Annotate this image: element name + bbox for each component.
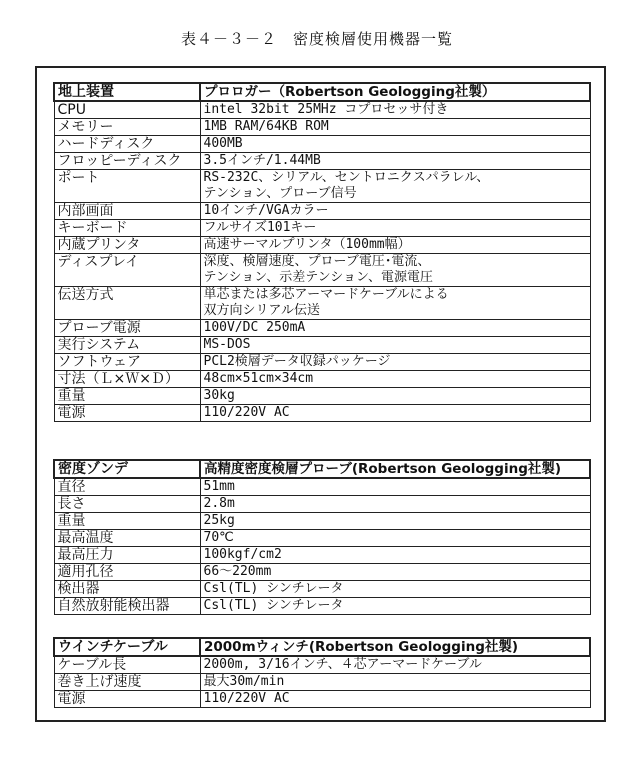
table-row — [54, 254, 590, 287]
item-value-cell: 48cm×51cm×34cm — [200, 371, 590, 388]
density-sonde-table — [53, 459, 591, 615]
item-value-cell: MS-DOS — [200, 337, 590, 354]
item-value-cell: 3.5インチ/1.44MB — [200, 153, 590, 170]
item-label-cell: 密度ゾンデ — [54, 460, 200, 478]
item-label-cell: ケーブル長 — [54, 656, 200, 674]
table-row — [54, 547, 590, 564]
item-value-cell: 2.8m — [200, 496, 590, 513]
item-label-cell: CPU — [54, 101, 200, 119]
table-row — [54, 598, 590, 615]
item-value-cell: 25kg — [200, 513, 590, 530]
item-value-cell: 最大30m/min — [200, 674, 590, 691]
item-value-cell: 110/220V AC — [200, 405, 590, 422]
item-value-cell: RS-232C、シリアル、セントロニクスパラレル、 テンション、プローブ信号 — [200, 170, 590, 203]
item-value-cell: 10インチ/VGAカラー — [200, 203, 590, 220]
item-label-cell: ウインチケーブル — [54, 638, 200, 656]
item-label-cell: プローブ電源 — [54, 320, 200, 337]
item-value-cell: 2000mウィンチ(Robertson Geologging社製) — [200, 638, 590, 656]
item-label-cell: 内蔵プリンタ — [54, 237, 200, 254]
item-label-cell: 重量 — [54, 388, 200, 405]
item-label-cell: 電源 — [54, 691, 200, 708]
item-value-cell: 66～220mm — [200, 564, 590, 581]
item-value-cell: 2000m, 3/16インチ、４芯アーマードケーブル — [200, 656, 590, 674]
table-row — [54, 354, 590, 371]
table-row — [54, 153, 590, 170]
item-label-cell: 重量 — [54, 513, 200, 530]
section-header-row — [54, 460, 590, 478]
section-header-row — [54, 83, 590, 101]
item-label-cell: 直径 — [54, 478, 200, 496]
item-label-cell: 適用孔径 — [54, 564, 200, 581]
table-row — [54, 371, 590, 388]
item-label-cell: 寸法（Ｌ×Ｗ×Ｄ） — [54, 371, 200, 388]
item-label-cell: 最高圧力 — [54, 547, 200, 564]
table-row — [54, 287, 590, 320]
item-label-cell: 最高温度 — [54, 530, 200, 547]
item-value-cell: 51mm — [200, 478, 590, 496]
table-row — [54, 237, 590, 254]
page-title: 表４－３－２ 密度検層使用機器一覧 — [180, 30, 453, 48]
item-value-cell: 110/220V AC — [200, 691, 590, 708]
table-row — [54, 388, 590, 405]
item-label-cell: 伝送方式 — [54, 287, 200, 320]
item-value-cell: 70℃ — [200, 530, 590, 547]
item-value-cell: 100V/DC 250mA — [200, 320, 590, 337]
section-header-row — [54, 638, 590, 656]
item-label-cell: 巻き上げ速度 — [54, 674, 200, 691]
table-row — [54, 101, 590, 119]
table-row — [54, 674, 590, 691]
item-value-cell: PCL2検層データ収録パッケージ — [200, 354, 590, 371]
item-label-cell: 電源 — [54, 405, 200, 422]
item-label-cell: ディスプレイ — [54, 254, 200, 287]
table-row — [54, 691, 590, 708]
item-value-cell: 400MB — [200, 136, 590, 153]
item-label-cell: 長さ — [54, 496, 200, 513]
item-label-cell: フロッピーディスク — [54, 153, 200, 170]
table-row — [54, 170, 590, 203]
item-value-cell: 30kg — [200, 388, 590, 405]
item-value-cell: プロロガー（Robertson Geologging社製） — [200, 83, 590, 101]
table-row — [54, 136, 590, 153]
item-label-cell: メモリー — [54, 119, 200, 136]
table-row — [54, 220, 590, 237]
table-row — [54, 581, 590, 598]
item-value-cell: 深度、検層速度、プローブ電圧･電流、 テンション、示差テンション、電源電圧 — [200, 254, 590, 287]
table-row — [54, 564, 590, 581]
item-value-cell: 高速サーマルプリンタ（100mm幅） — [200, 237, 590, 254]
item-value-cell: intel 32bit 25MHz コプロセッサ付き — [200, 101, 590, 119]
item-label-cell: 自然放射能検出器 — [54, 598, 200, 615]
item-label-cell: ポート — [54, 170, 200, 203]
table-row — [54, 478, 590, 496]
item-value-cell: 100kgf/cm2 — [200, 547, 590, 564]
table-row — [54, 656, 590, 674]
item-value-cell: 1MB RAM/64KB ROM — [200, 119, 590, 136]
item-label-cell: 実行システム — [54, 337, 200, 354]
item-label-cell: ソフトウェア — [54, 354, 200, 371]
item-value-cell: Csl(TL) シンチレータ — [200, 581, 590, 598]
table-row — [54, 496, 590, 513]
table-row — [54, 203, 590, 220]
table-row — [54, 530, 590, 547]
winch-cable-table — [53, 637, 591, 708]
item-label-cell: 内部画面 — [54, 203, 200, 220]
table-row — [54, 337, 590, 354]
item-label-cell: 地上装置 — [54, 83, 200, 101]
table-row — [54, 320, 590, 337]
item-label-cell: 検出器 — [54, 581, 200, 598]
item-value-cell: 単芯または多芯アーマードケーブルによる 双方向シリアル伝送 — [200, 287, 590, 320]
ground-equipment-table — [53, 82, 591, 422]
table-row — [54, 119, 590, 136]
item-label-cell: キーボード — [54, 220, 200, 237]
table-row — [54, 513, 590, 530]
item-value-cell: フルサイズ101キー — [200, 220, 590, 237]
item-label-cell: ハードディスク — [54, 136, 200, 153]
item-value-cell: Csl(TL) シンチレータ — [200, 598, 590, 615]
table-row — [54, 405, 590, 422]
item-value-cell: 高精度密度検層プローブ(Robertson Geologging社製) — [200, 460, 590, 478]
